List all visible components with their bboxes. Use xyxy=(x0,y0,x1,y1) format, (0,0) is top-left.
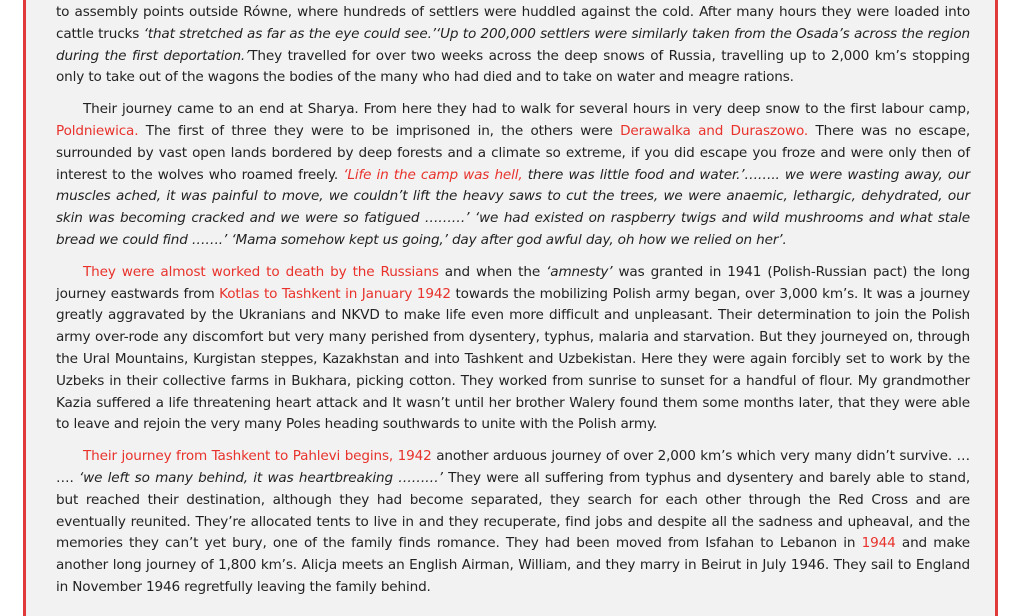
highlight-link[interactable]: Kotlas to Tashkent in January 1942 xyxy=(219,285,451,302)
paragraph-pahlevi xyxy=(56,446,970,599)
quote-span: there was little food and water.’…….. we were wasting away, our muscles ached, it was painful to move, we couldn’t lift the heavy saws to cut the trees, we were anaemic, lethargic, dehydrated, our skin was becoming cracked and we were so fatigued ………’ ‘we had existed on raspberry twigs and wild mushrooms and what stale bread we could find …….’ ‘Mama somehow kept us going,’ day after god awful day, oh how we relied on her’. xyxy=(56,166,970,248)
highlight-link[interactable]: 1944 xyxy=(861,535,896,552)
highlight-link[interactable]: Poldniewica. xyxy=(56,122,139,139)
text-span: another arduous journey of over 2,000 km’s which very many didn’t survive. … …. xyxy=(56,448,970,486)
text-span: towards the mobilizing Polish army began, over 3,000 km’s. It was a journey greatly aggravated by the Ukranians and NKVD to make life even more difficult and unpleasant. Their determination to join the Polish army over-rode any discomfort but very many perished from dysentery, typhus, malaria and starvation. But they journeyed on, through the Ural Mountains, Kurgistan steppes, Kazakhstan and into Tashkent and Uzbekistan. Here they were again forcibly set to work by the Uzbeks in their collective farms in Bukhara, picking cotton. They worked from sunrise to sunset for a handful of flour. My grandmother Kazia suffered a life threatening heart attack and It wasn’t until her brother Walery found them some months later, that they were able to leave and rejoin the very many Poles heading southwards to unite with the Polish army. xyxy=(56,285,970,433)
highlight-link[interactable]: They were almost worked to death by the Russians xyxy=(83,263,439,280)
paragraph-deportation xyxy=(56,2,970,89)
highlight-link[interactable]: Derawalka and Duraszowo. xyxy=(620,122,809,139)
text-span: and when the xyxy=(438,263,547,280)
highlight-link[interactable]: ‘Life in the camp was hell, xyxy=(343,166,523,183)
text-span: and make another long journey of 1,800 km’s. Alicja meets an English Airman, William, and they marry in Beirut in July 1946. They sail to England in November 1946 regretfully leaving the family behind. xyxy=(56,535,970,595)
text-span: There was no escape, surrounded by vast open lands bordered by deep forests and a climate so extreme, if you did escape you froze and were only then of interest to the wolves who roamed freely. xyxy=(56,122,970,183)
quote-span: ‘that stretched as far as the eye could see.’‘Up to 200,000 settlers were similarly taken from the Osada’s across the region during the first deportation.’ xyxy=(56,25,970,64)
document-body xyxy=(56,2,970,609)
quote-span: ‘amnesty’ xyxy=(546,263,613,280)
paragraph-amnesty xyxy=(56,262,970,436)
text-span: They were all suffering from typhus and dysentery and barely able to stand, but reached their destination, although they had become separated, they search for each other through the Red Cross and are eventually reunited. They’re allocated tents to live in and they recuperate, find jobs and despite all the sadness and upheaval, and the memories they can’t yet bury, one of the family finds romance. They had been moved from Isfahan to Lebanon in xyxy=(56,469,970,552)
text-span: Their journey came to an end at Sharya. From here they had to walk for several hours in very deep snow to the first labour camp, xyxy=(83,101,970,118)
highlight-link[interactable]: Their journey from Tashkent to Pahlevi begins, 1942 xyxy=(83,448,432,465)
text-span: The first of three they were to be imprisoned in, the others were xyxy=(138,122,621,139)
text-span: was granted in 1941 (Polish-Russian pact) the long journey eastwards from xyxy=(56,263,970,302)
quote-span: ‘we left so many behind, it was heartbreaking ………’ xyxy=(78,469,443,486)
text-span: to assembly points outside Równe, where hundreds of settlers were huddled against the cold. After many hours they were loaded into cattle trucks xyxy=(56,4,970,42)
text-span: They travelled for over two weeks across the deep snows of Russia, travelling up to 2,000 km’s stopping only to take out of the wagons the bodies of the many who had died and to take on water and meagre rations. xyxy=(56,47,970,86)
paragraph-labour-camp xyxy=(56,99,970,252)
